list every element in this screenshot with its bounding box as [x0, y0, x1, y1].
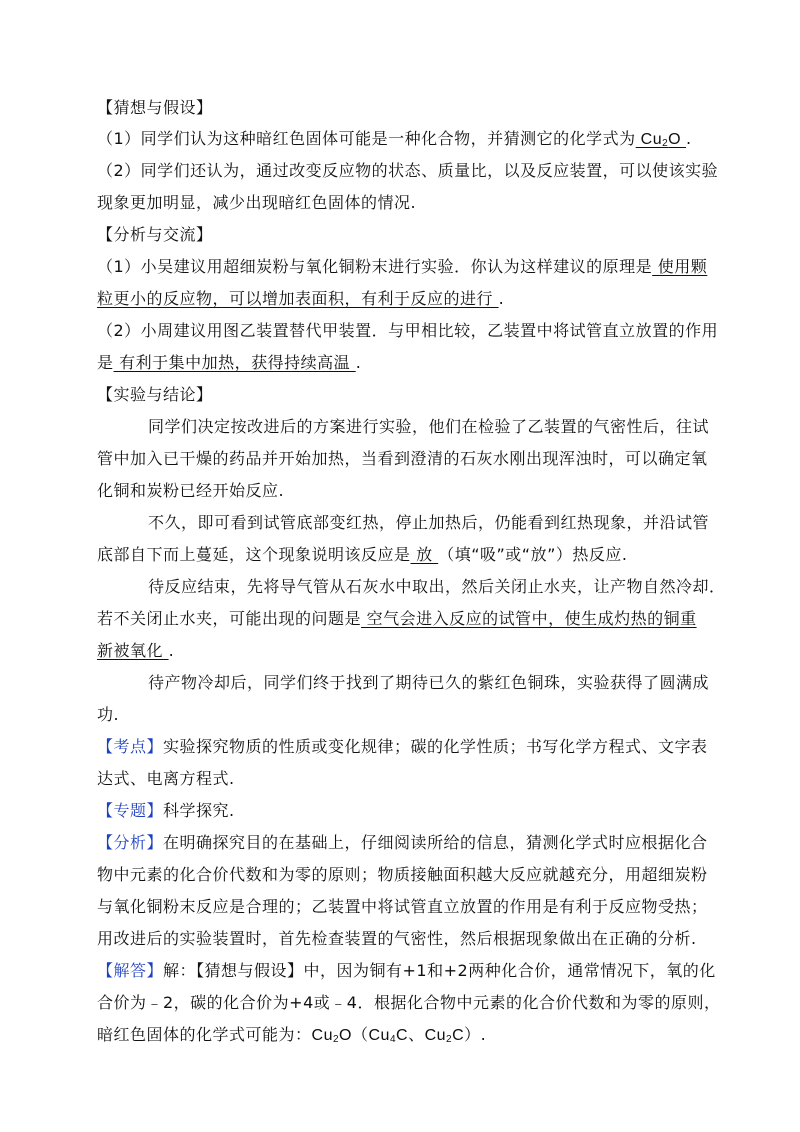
experiment-2-suffix: （填“吸”或“放”）热反应. — [438, 545, 628, 564]
hypothesis-item-2-line-1: （2）同学们还认为，通过改变反应物的状态、质量比，以及反应装置，可以使该实验 — [97, 161, 719, 180]
jieda-tag: 【解答】 — [97, 961, 164, 980]
experiment-para-3-line-1: 待反应结束，先将导气管从石灰水中取出，然后关闭止水夹，让产物自然冷却． — [148, 577, 726, 596]
analysis-item-1-line-1 — [97, 257, 707, 277]
jieda-line-1 — [97, 961, 716, 981]
formula-subscript: 4 — [389, 1034, 397, 1045]
experiment-para-2-line-2 — [97, 545, 627, 565]
experiment-2-text: 底部自下而上蔓延，这个现象说明该反应是 — [97, 545, 411, 564]
paren-open: （ — [351, 1025, 369, 1044]
formula-subscript: 2 — [446, 1034, 453, 1045]
experiment-para-2-line-1: 不久，即可看到试管底部变红热，停止加热后，仍能看到红热现象，并沿试管 — [148, 513, 710, 532]
zhuanti-tag: 【专题】 — [97, 801, 164, 820]
fenxi-line-3: 与氧化铜粉末反应是合理的；乙装置中将试管直立放置的作用是有利于反应物受热； — [97, 897, 708, 916]
experiment-para-1-line-1: 同学们决定按改进后的方案进行实验，他们在检验了乙装置的气密性后，往试 — [148, 417, 710, 436]
fenxi-line-1 — [97, 833, 708, 853]
experiment-para-3-line-3 — [97, 641, 174, 661]
jieda-text: 解：【猜想与假设】中，因为铜有+1和+2两种化合价，通常情况下，氧的化 — [163, 961, 716, 980]
paren-close: ）. — [464, 1025, 487, 1044]
fenxi-text: 在明确探究目的在基础上，仔细阅读所给的信息，猜测化学式时应根据化合 — [163, 833, 708, 852]
jieda-3-text: 暗红色固体的化学式可能为： — [97, 1025, 312, 1044]
experiment-para-3-line-2 — [97, 609, 697, 629]
analysis-1-text: （1）小吴建议用超细炭粉与氧化铜粉末进行实验．你认为这样建议的原理是 — [97, 257, 653, 276]
analysis-2-end: . — [355, 353, 362, 372]
formula-part: C — [452, 1027, 465, 1044]
formula-part: C — [396, 1027, 409, 1044]
formula-part: O — [339, 1027, 352, 1044]
fenxi-line-2: 物中元素的化合价代数和为零的原则；物质接触面积越大反应就越充分，用超细炭粉 — [97, 865, 708, 884]
kaodian-line-1 — [97, 737, 708, 757]
formula-part: Cu — [424, 1027, 447, 1044]
experiment-para-1-line-2: 管中加入已干燥的药品并开始加热，当看到澄清的石灰水刚出现浑浊时，可以确定氧 — [97, 449, 708, 468]
separator: 、 — [408, 1025, 425, 1044]
experiment-para-4-line-2: 功. — [97, 705, 120, 724]
experiment-3-text: 若不关闭止水夹，可能出现的问题是 — [97, 609, 362, 628]
hypothesis-1-answer — [636, 131, 686, 148]
jieda-line-2: 合价为﹣2，碳的化合价为+4或﹣4．根据化合物中元素的化合价代数和为零的原则， — [97, 993, 721, 1012]
kaodian-line-2: 达式、电离方程式. — [97, 769, 235, 788]
fenxi-line-4: 用改进后的实验装置时，首先检查装置的气密性，然后根据现象做出在正确的分析. — [97, 929, 697, 948]
hypothesis-1-end: . — [686, 129, 692, 148]
experiment-2-answer: 放 — [410, 545, 439, 564]
jieda-line-3 — [97, 1025, 486, 1046]
analysis-1-answer-part-2: 粒更小的反应物，可以增加表面积，有利于反应的进行 — [97, 289, 499, 308]
analysis-2-text: 是 — [97, 353, 114, 372]
section-analysis-heading: 【分析与交流】 — [97, 225, 213, 244]
experiment-3-end: . — [168, 641, 175, 660]
analysis-1-end: . — [498, 289, 505, 308]
hypothesis-item-1 — [97, 129, 692, 150]
fenxi-tag: 【分析】 — [97, 833, 164, 852]
answer-formula-subscript: 2 — [662, 138, 669, 149]
analysis-1-answer-part-1: 使用颗 — [652, 257, 708, 276]
analysis-item-1-line-2 — [97, 289, 504, 309]
formula-cu2o — [312, 1027, 352, 1044]
section-hypothesis-heading: 【猜想与假设】 — [97, 98, 213, 117]
analysis-item-2-line-2 — [97, 353, 361, 373]
formula-cu2c — [425, 1027, 465, 1044]
experiment-3-answer-part-2: 新被氧化 — [97, 641, 169, 660]
zhuanti-line — [97, 801, 235, 821]
zhuanti-text: 科学探究. — [163, 801, 235, 820]
experiment-para-1-line-3: 化铜和炭粉已经开始反应. — [97, 481, 285, 500]
analysis-2-answer: 有利于集中加热，获得持续高温 — [113, 353, 356, 372]
answer-formula-part: Cu — [635, 131, 663, 148]
section-experiment-heading: 【实验与结论】 — [97, 385, 213, 404]
analysis-item-2-line-1: （2）小周建议用图乙装置替代甲装置．与甲相比较，乙装置中将试管直立放置的作用 — [97, 321, 719, 340]
experiment-para-4-line-1: 待产物冷却后，同学们终于找到了期待已久的紫红色铜珠，实验获得了圆满成 — [148, 673, 710, 692]
answer-formula-part: O — [668, 131, 687, 148]
hypothesis-1-text: （1）同学们认为这种暗红色固体可能是一种化合物，并猜测它的化学式为 — [97, 129, 636, 148]
kaodian-tag: 【考点】 — [97, 737, 164, 756]
hypothesis-item-2-line-2: 现象更加明显，减少出现暗红色固体的情况. — [97, 193, 417, 212]
formula-part: Cu — [311, 1027, 333, 1044]
kaodian-text: 实验探究物质的性质或变化规律；碳的化学性质；书写化学方程式、文字表 — [163, 737, 708, 756]
formula-subscript: 2 — [332, 1034, 340, 1045]
formula-cu4c — [369, 1027, 409, 1044]
experiment-3-answer-part-1: 空气会进入反应的试管中，使生成灼热的铜重 — [361, 609, 697, 628]
formula-part: Cu — [368, 1027, 390, 1044]
